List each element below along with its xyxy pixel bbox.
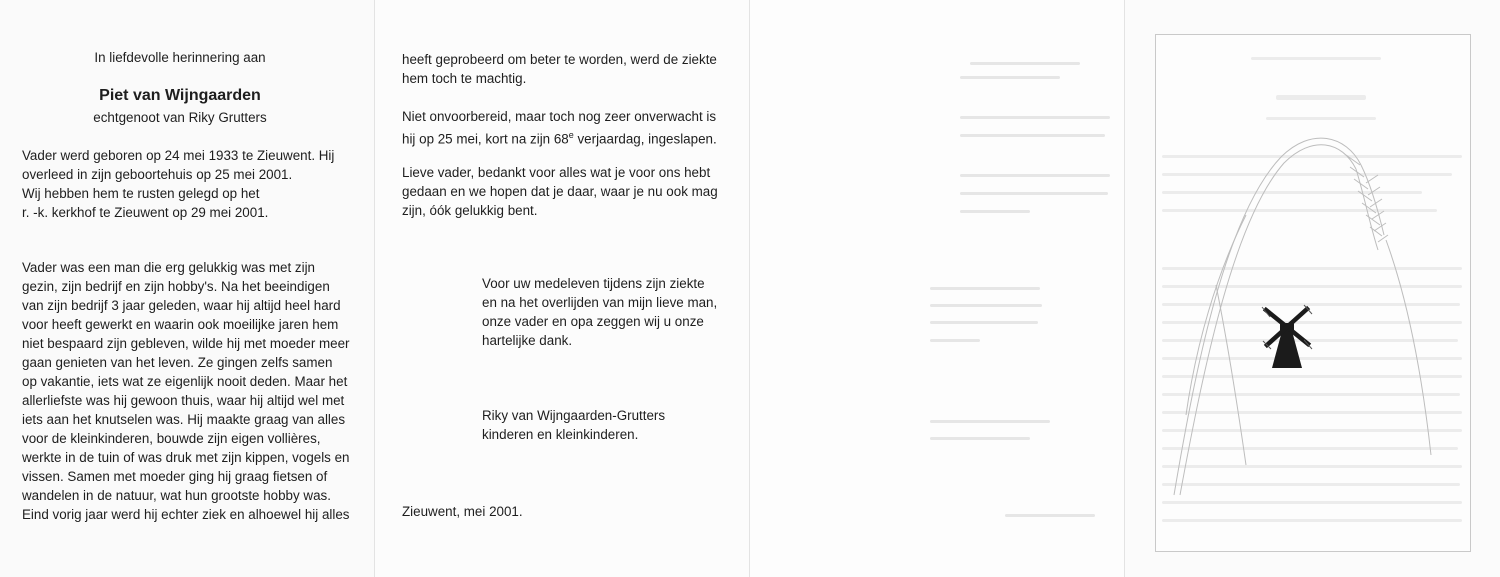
bio-line: op vakantie, iets wat ze eigenlijk nooit deden. Maar het (22, 374, 348, 389)
bio-line: iets aan het knutselen was. Hij maakte graag van alles (22, 412, 346, 427)
signature-line: Riky van Wijngaarden-Grutters (482, 408, 666, 423)
thanks-line: hartelijke dank. (482, 333, 573, 348)
card-panel-showthrough (750, 0, 1125, 577)
birth-line: overleed in zijn geboortehuis op 25 mei 2001. (22, 167, 293, 182)
bio-line: werkte in de tuin of was druk met zijn kippen, vogels en (22, 450, 350, 465)
showthrough-mark (970, 62, 1080, 65)
bio-line: van zijn bedrijf 3 jaar geleden, waar hij altijd heel hard (22, 298, 341, 313)
birth-line: Wij hebben hem te rusten gelegd op het (22, 186, 260, 201)
bio-line: Vader was een man die erg gelukkig was met zijn (22, 260, 316, 275)
death-line-part: hij op 25 mei, kort na zijn 68 (402, 131, 569, 147)
signature-line: kinderen en kleinkinderen. (482, 427, 639, 442)
farewell-line: zijn, óók gelukkig bent. (402, 203, 538, 218)
deceased-name: Piet van Wijngaarden (99, 87, 261, 104)
bio-line: wandelen in de natuur, wat hun grootste hobby was. (22, 488, 331, 503)
birth-line: Vader werd geboren op 24 mei 1933 te Zieuwent. Hij (22, 148, 335, 163)
bio-line: Eind vorig jaar werd hij echter ziek en alhoewel hij alles (22, 507, 350, 522)
showthrough-mark (930, 321, 1038, 324)
thanks-line: en na het overlijden van mijn lieve man, (482, 295, 718, 310)
bio-line: voor heeft gewerkt en waarin ook moeilijke jaren hem (22, 317, 339, 332)
continued-line: hem toch te machtig. (402, 71, 527, 86)
farewell-line: gedaan en we hopen dat je daar, waar je nu ook mag (402, 184, 718, 199)
showthrough-mark (930, 437, 1030, 440)
bio-line: niet bespaard zijn gebleven, wilde hij met moeder meer (22, 336, 350, 351)
showthrough-mark (960, 134, 1105, 137)
wheat-stalk-icon (1174, 138, 1431, 495)
windmill-icon (1262, 305, 1312, 368)
bio-line: vissen. Samen met moeder ging hij graag fietsen of (22, 469, 328, 484)
birth-line: r. -k. kerkhof te Zieuwent op 29 mei 2001. (22, 205, 269, 220)
card-panel-middle (375, 0, 750, 577)
showthrough-mark (960, 174, 1110, 177)
intro-text: In liefdevolle herinnering aan (94, 50, 266, 65)
bio-line: gezin, zijn bedrijf en zijn hobby's. Na het beeindigen (22, 279, 330, 294)
death-line (402, 126, 717, 148)
showthrough-mark (930, 420, 1050, 423)
wheat-windmill-illustration (1156, 35, 1470, 551)
showthrough-mark (960, 192, 1108, 195)
showthrough-mark (930, 339, 980, 342)
card-panel-left (0, 0, 375, 577)
continued-line: heeft geprobeerd om beter te worden, werd de ziekte (402, 52, 717, 67)
showthrough-mark (930, 304, 1042, 307)
bio-line: allerliefste was hij gewoon thuis, waar hij altijd wel met (22, 393, 345, 408)
death-line: Niet onvoorbereid, maar toch nog zeer onverwacht is (402, 109, 717, 124)
showthrough-mark (1005, 514, 1095, 517)
bio-line: voor de kleinkinderen, bouwde zijn eigen vollières, (22, 431, 321, 446)
ordinal-suffix: e (568, 130, 574, 140)
showthrough-mark (960, 116, 1110, 119)
thanks-line: Voor uw medeleven tijdens zijn ziekte (482, 276, 705, 291)
card-panel-cover (1125, 0, 1500, 577)
death-line-part: verjaardag, ingeslapen. (573, 131, 717, 147)
thanks-line: onze vader en opa zeggen wij u onze (482, 314, 704, 329)
showthrough-mark (960, 210, 1030, 213)
bio-line: gaan genieten van het leven. Ze gingen zelfs samen (22, 355, 333, 370)
showthrough-mark (930, 287, 1040, 290)
place-date: Zieuwent, mei 2001. (402, 504, 523, 519)
showthrough-mark (960, 76, 1060, 79)
spouse-line: echtgenoot van Riky Grutters (93, 110, 267, 125)
cover-frame (1155, 34, 1471, 552)
farewell-line: Lieve vader, bedankt voor alles wat je voor ons hebt (402, 165, 711, 180)
